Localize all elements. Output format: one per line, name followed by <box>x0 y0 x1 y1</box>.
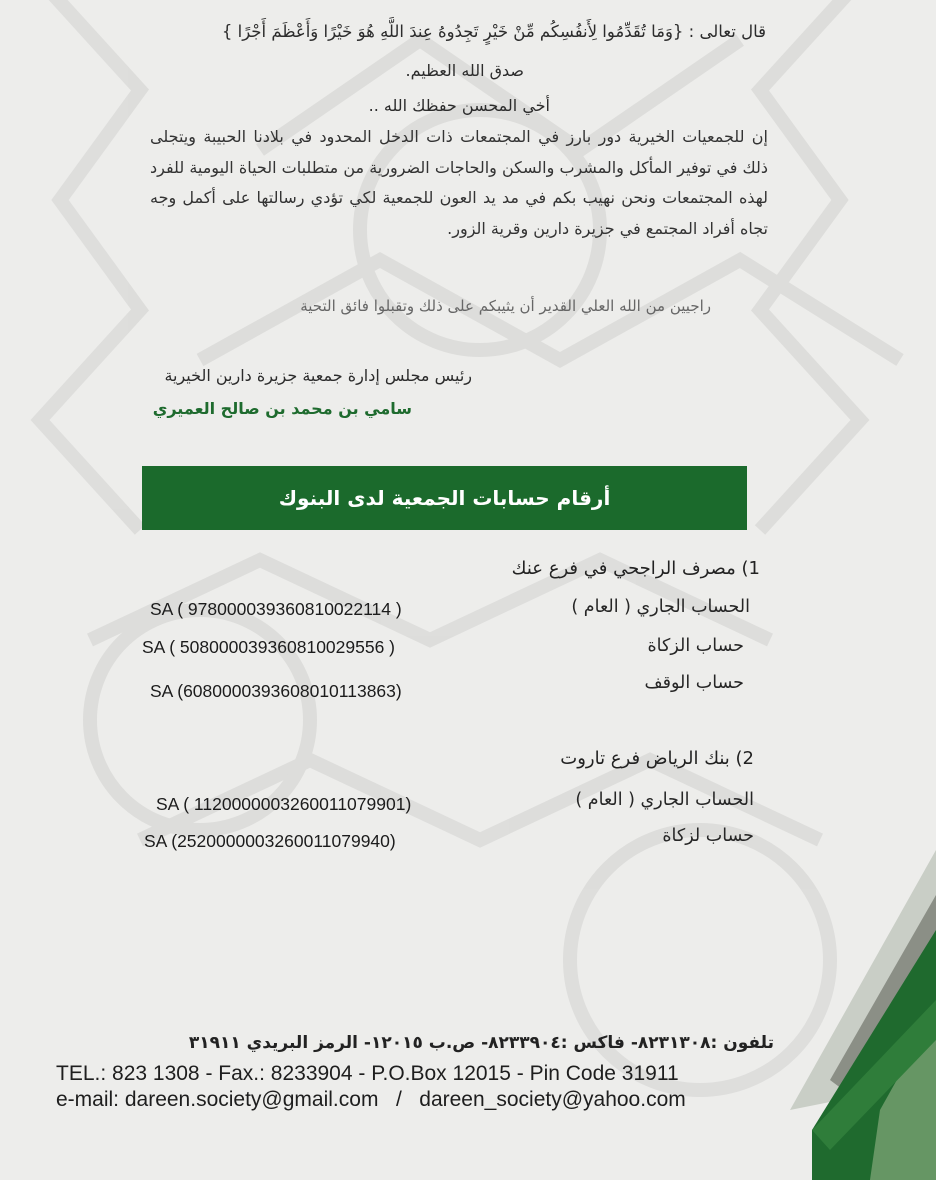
bank-2-account-2-number: SA (2520000003260011079940) <box>144 831 396 851</box>
prayer-text: راجيين من الله العلي القدير أن يثيبكم على ذلك وتقبلوا فائق التحية <box>300 297 711 315</box>
bank-2-name: 2) بنك الرياض فرع تاروت <box>560 748 754 769</box>
bank-1-account-2-label: حساب الزكاة <box>647 636 744 656</box>
bank-1-account-1-label: الحساب الجاري ( العام ) <box>571 597 750 617</box>
bank-2-account-1-number: SA ( 1120000003260011079901) <box>156 794 412 814</box>
body-paragraph: إن للجمعيات الخيرية دور بارز في المجتمعات ذات الدخل المحدود في بلادنا الحبيبة ويتجلى ذلك في توفير المأكل والمشرب والسكن والحاجات الضرورية من متطلبات الحياة اليومية للفرد لهذه المجتمعات ونحن نهيب بكم في مد يد العون للجمعية لكي تؤدي رسالتها على أكمل وجه تجاه أفراد المجتمع في جزيرة دارين وقرية الزور. <box>150 127 768 238</box>
bank-1-account-3-label: حساب الوقف <box>644 673 744 693</box>
greeting: أخي المحسن حفظك الله .. <box>368 96 550 115</box>
quran-closing: صدق الله العظيم. <box>405 61 524 80</box>
bank-1-account-1-number: SA ( 9780000393608100221​14 ) <box>150 599 402 619</box>
bank-1-account-3-number: SA (608000039360801011386​3) <box>150 681 402 701</box>
footer-email-line: e-mail: dareen.society@gmail.com / dareen_society@yahoo.com <box>56 1088 686 1111</box>
footer-arabic-contact: تلفون :٨٢٣١٣٠٨- فاكس :٨٢٣٣٩٠٤- ص.ب ١٢٠١٥- الرمز البريدي ٣١٩١١ <box>188 1033 774 1053</box>
signature-title: رئيس مجلس إدارة جمعية جزيرة دارين الخيرية <box>164 366 472 385</box>
bank-1-account-2-number: SA ( 508000039360810029556 ) <box>142 637 396 657</box>
bank-2-account-1-label: الحساب الجاري ( العام ) <box>575 790 754 810</box>
bank-1-name: 1) مصرف الراجحي في فرع عنك <box>511 558 760 579</box>
bank-accounts-banner: أرقام حسابات الجمعية لدى البنوك <box>142 466 747 530</box>
signature-name: سامي بن محمد بن صالح العميري <box>152 399 412 418</box>
quran-verse: قال تعالى : {وَمَا تُقَدِّمُوا لِأَنفُسِكُم مِّنْ خَيْرٍ تَجِدُوهُ عِندَ اللَّهِ هُوَ خَيْرًا وَأَعْظَمَ أَجْرًا } <box>221 22 766 41</box>
footer-contact-line: TEL.: 823 1308 - Fax.: 8233904 - P.O.Box 12015 - Pin Code 31911 <box>56 1062 679 1085</box>
bank-2-account-2-label: حساب لزكاة <box>662 826 754 846</box>
